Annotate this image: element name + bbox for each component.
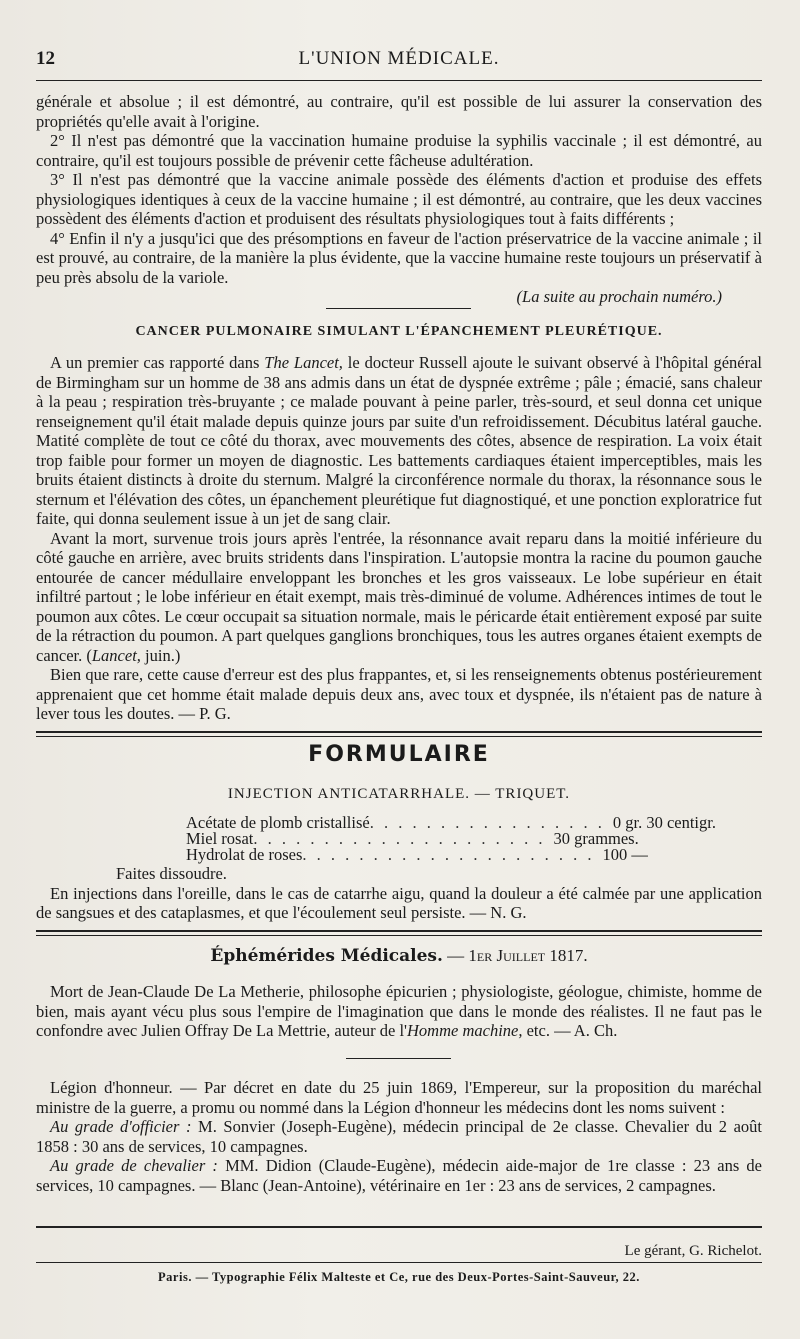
header-rule [36,80,762,81]
cancer-paragraph-1: A un premier cas rapporté dans The Lancet, le docteur Russell ajoute le suivant observé à l'hôpital général de Birmingham sur un homme de 38 ans admis dans un état de dyspnée extrême ; pâle ; émacié, sans chaleur à la peau ; respiration très-bruyante ; ce malade pouvant à peine parler, très-sourd, et seul donna cet unique renseignement qu'il était malade depuis quinze jours par suite d'un refroidissement. Décubitus latéral gauche. Matité complète de tout ce côté du thorax, avec mouvements des côtes, absence de respiration. La voix était trop faible pour former un moyen de diagnostic. Les battements cardiaques étaient imperceptibles, mais les bruits étaient distincts à droite du sternum. Malgré la circonférence normale du thorax, la résonnance sous le sternum et l'élévation des côtes, un épanchement pleurétique fut diagnostiqué, et une ponction exploratrice fut faite, qui donna seulement issue à un jet de sang clair. [36,353,762,528]
gerant-signature: Le gérant, G. Richelot. [624,1243,762,1259]
recipe-list [186,813,716,864]
legion-paragraph-3: Au grade de chevalier : MM. Didion (Claude-Eugène), médecin aide-major de 1re classe : 23 ans de services, 10 campagnes. — Blanc (Jean-Antoine), vétérinaire en 1er : 23 ans de services, 2 campagnes. [36,1156,762,1195]
page-header [36,40,762,80]
cancer-paragraph-3: Bien que rare, cette cause d'erreur est des plus frappantes, et, si les renseignements obtenus postérieurement apprenaient que cet homme était malade depuis deux ans, avec toux et dyspnée, ils n'étaient pas de nature à lever tous les doutes. — P. G. [36,665,762,723]
intro-paragraph-3: 3° Il n'est pas démontré que la vaccine animale possède des éléments d'action et produise des effets physiologiques identiques à ceux de la vaccine humaine ; il est démontré, au contraire, que les deux vaccines possèdent des éléments d'action et produisent des résultats physiologiques tout à faits différents ; [36,170,762,228]
formulaire-subtitle: INJECTION ANTICATARRHALE. — TRIQUET. [227,786,571,802]
section-divider [346,1058,451,1059]
imprint-rule [36,1262,762,1263]
running-title: L'UNION MÉDICALE. [298,48,500,69]
legion-section [36,1078,762,1195]
page-number: 12 [36,48,55,69]
recipe-row: Hydrolat de roses . . . . . . . . . . . . . . . . . . . . . 100 — [186,845,648,864]
footer-rule [36,1226,762,1228]
usage-paragraph: En injections dans l'oreille, dans le cas de catarrhe aigu, quand la douleur a été calmée par une application de sangsues et des cataplasmes, et que l'écoulement seul persiste. — N. G. [36,883,762,922]
intro-paragraph-4: 4° Enfin il n'y a jusqu'ici que des présomptions en faveur de l'action préservatrice de la vaccine animale ; il est prouvé, au contraire, de la manière la plus évidente, que la vaccine humaine reste toujours un préservatif à peu près absolu de la variole. [36,228,762,287]
cancer-paragraph-2: Avant la mort, survenue trois jours après l'entrée, la résonnance avait reparu dans la moitié inférieure du côté gauche en arrière, avec bruits stridents dans l'inspiration. L'autopsie montra la racine du poumon gauche entourée de cancer médullaire enveloppant les bronches et les gros vaisseaux. Le lobe supérieur en était infiltré partout ; le lobe inférieur en était exempt, mais très-diminué de volume. Adhérences intimes de tout le poumon aux côtes. Le cœur occupait sa situation normale, mais le péricarde était entièrement exposé par suite de la rétraction du poumon. A part quelques ganglions bronchiques, tous les autres organes étaient exempts de cancer. (Lancet, juin.) [36,528,762,665]
recipe-row: Acétate de plomb cristallisé . . . . . . . . . . . . . . . . . 0 gr. 30 centigr. [186,813,716,832]
suite-note: (La suite au prochain numéro.) [516,287,722,306]
ephemerides-paragraph: Mort de Jean-Claude De La Metherie, philosophe épicurien ; physiologiste, géologue, chimiste, homme de bien, mais ayant vécu plus sous l'empire de l'imagination que dans le monde des réalistes. Il ne faut pas le confondre avec Julien Offray De La Mettrie, auteur de l'Homme machine, etc. — A. Ch. [36,982,762,1040]
legion-paragraph-2: Au grade d'officier : M. Sonvier (Joseph-Eugène), médecin principal de 2e classe. Chevalier du 2 août 1858 : 30 ans de services, 10 campagnes. [36,1117,762,1156]
ephemerides-rule [36,930,762,936]
intro-paragraph-2: 2° Il n'est pas démontré que la vaccination humaine produise la syphilis vaccinale ; il est démontré, au contraire, qu'il est toujours possible de prévenir cette fâcheuse adultération. [36,131,762,170]
formulaire-title: FORMULAIRE [308,742,490,767]
formulaire-section [36,864,762,923]
ephemerides-section [36,982,762,1041]
cancer-section [36,353,762,724]
intro-paragraph-1: générale et absolue ; il est démontré, au contraire, qu'il est possible de lui assurer la conservation des propriétés qu'elle avait à l'origine. [36,92,762,131]
recipe-row: Miel rosat . . . . . . . . . . . . . . . . . . . . . 30 grammes. [186,829,639,848]
formulaire-rule [36,731,762,737]
cancer-title: CANCER PULMONAIRE SIMULANT L'ÉPANCHEMENT PLEURÉTIQUE. [135,324,663,339]
faites-dissoudre: Faites dissoudre. [116,864,227,883]
section-divider [326,308,471,309]
legion-paragraph-1: Légion d'honneur. — Par décret en date du 25 juin 1869, l'Empereur, sur la proposition du maréchal ministre de la guerre, a promu ou nommé dans la Légion d'honneur les médecins dont les noms suivent : [36,1078,762,1117]
intro-section [36,92,762,307]
printer-imprint: Paris. — Typographie Félix Malteste et Ce, rue des Deux-Portes-Saint-Sauveur, 22. [158,1270,640,1284]
ephemerides-title: Éphémérides Médicales. — 1er Juillet 1817. [210,946,588,966]
